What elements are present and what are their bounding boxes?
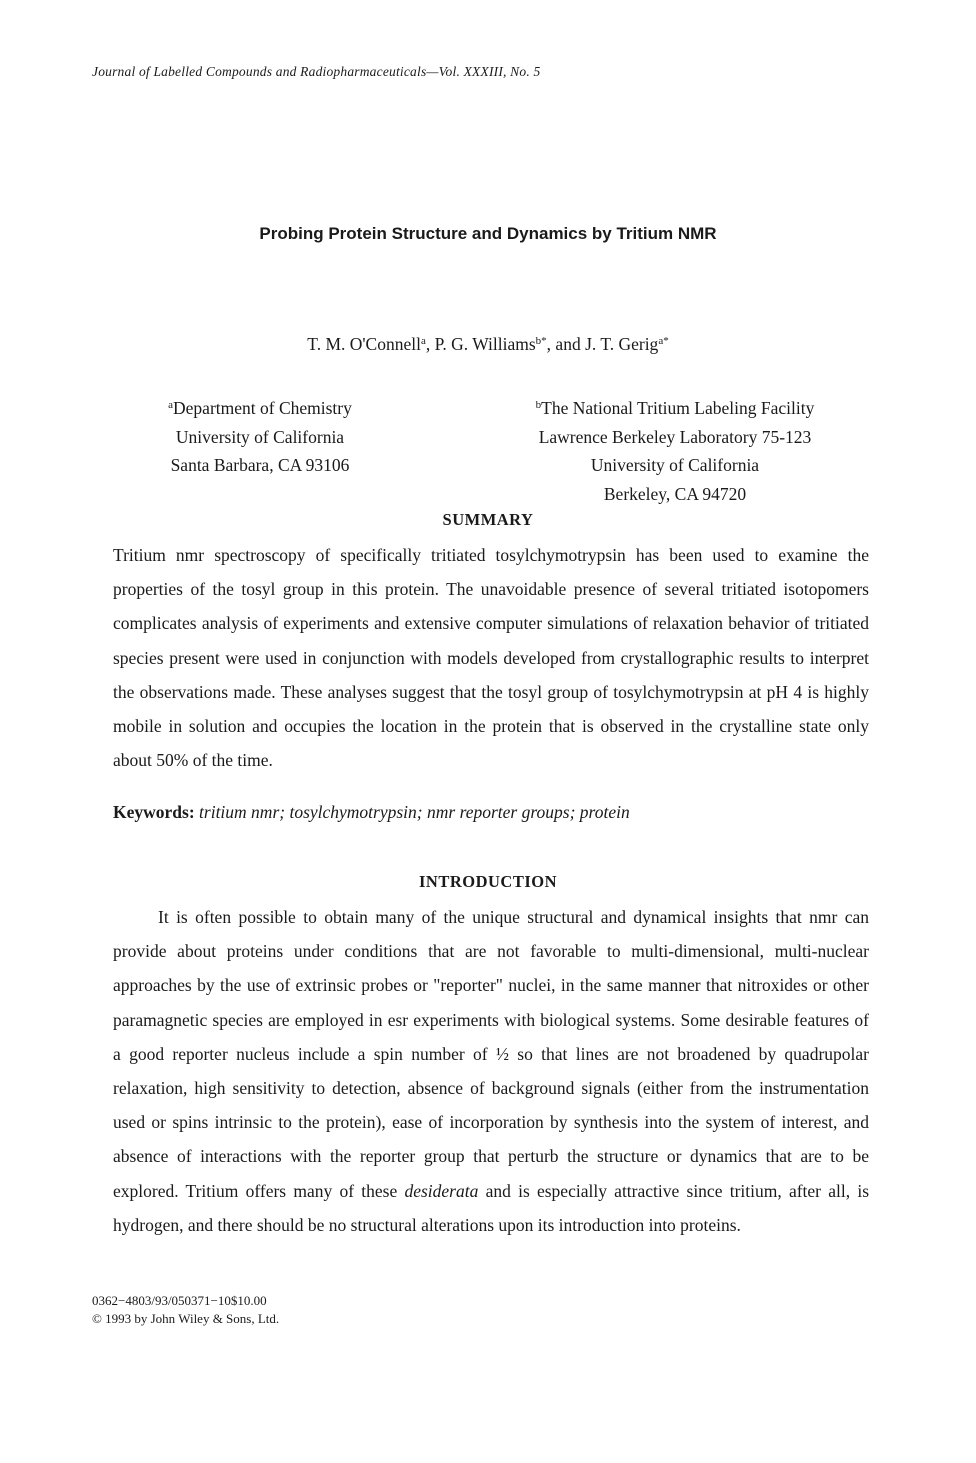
footer-code: 0362−4803/93/050371−10$10.00: [92, 1293, 267, 1308]
affiliation-marker: a: [168, 399, 174, 411]
affiliation-b: [490, 394, 860, 508]
affiliation-line: $^a$Department of Chemistry: [168, 398, 352, 418]
author-affiliation-marker: a: [420, 335, 426, 347]
keywords-list: tritium nmr; tosylchymotrypsin; nmr reporter groups; protein: [199, 802, 630, 822]
keywords: [113, 802, 630, 823]
author-affiliation-marker: a*: [658, 335, 669, 347]
footer-copyright: © 1993 by John Wiley & Sons, Ltd.: [92, 1311, 280, 1326]
author-name: J. T. Gerig: [585, 334, 659, 354]
author-name: P. G. Williams: [434, 334, 536, 354]
author-separator: ,: [425, 334, 435, 354]
affiliation-line: Lawrence Berkeley Laboratory 75-123: [538, 426, 812, 447]
affiliation-line: Santa Barbara, CA 93106: [170, 455, 350, 475]
author-name: T. M. O'Connell: [307, 334, 421, 354]
affiliation-marker: b: [535, 399, 542, 411]
summary-body: Tritium nmr spectroscopy of specifically tritiated tosylchymotrypsin has been used to examine the properties of the tosyl group in this protein. The unavoidable presence of several tritiated isotopomers complicates analysis of experiments and extensive computer simulations of relaxation behavior of tritiated species present were used in conjunction with models developed from crystallographic results to interpret the observations made. These analyses suggest that the tosyl group of tosylchymotrypsin at pH 4 is highly mobile in solution and occupies the location in the protein that is observed in the crystalline state only about 50% of the time.: [113, 545, 869, 771]
introduction-heading: INTRODUCTION: [418, 872, 558, 891]
author-list: [0, 334, 976, 355]
affiliation-line: University of California: [175, 426, 345, 447]
author-affiliation-marker: b*: [535, 335, 547, 347]
affiliation-a: [120, 394, 400, 480]
footer: [92, 1292, 279, 1328]
affiliation-line: $^b$The National Tritium Labeling Facility: [535, 398, 815, 418]
paper-title: Probing Protein Structure and Dynamics by Tritium NMR: [259, 224, 717, 243]
journal-header: Journal of Labelled Compounds and Radiopharmaceuticals—Vol. XXXIII, No. 5: [92, 64, 541, 79]
author-separator: , and: [546, 334, 586, 354]
keywords-label: Keywords:: [113, 802, 195, 822]
affiliation-line: Berkeley, CA 94720: [603, 483, 747, 504]
introduction-body: It is often possible to obtain many of the unique structural and dynamical insights that nmr can provide about proteins under conditions that are not favorable to multi-dimensional, multi-nuclear approaches by the use of extrinsic probes or "reporter" nuclei, in the same manner that nitroxides or other paramagnetic species are employed in esr experiments with biological systems. Some desirable features of a good reporter nucleus include a spin number of ½ so that lines are not broadened by quadrupolar relaxation, high sensitivity to detection, absence of background signals (either from the instrumentation used or spins intrinsic to the protein), ease of incorporation by synthesis into the system of interest, and absence of interactions with the reporter group that perturb the structure or dynamics that are to be explored. Tritium offers many of these desiderata and is especially attractive since tritium, after all, is hydrogen, and there should be no structural alterations upon its introduction into proteins.: [113, 907, 870, 1235]
emphasis: desiderata: [404, 1180, 479, 1201]
summary-heading: SUMMARY: [442, 510, 534, 529]
affiliation-line: University of California: [590, 455, 760, 475]
